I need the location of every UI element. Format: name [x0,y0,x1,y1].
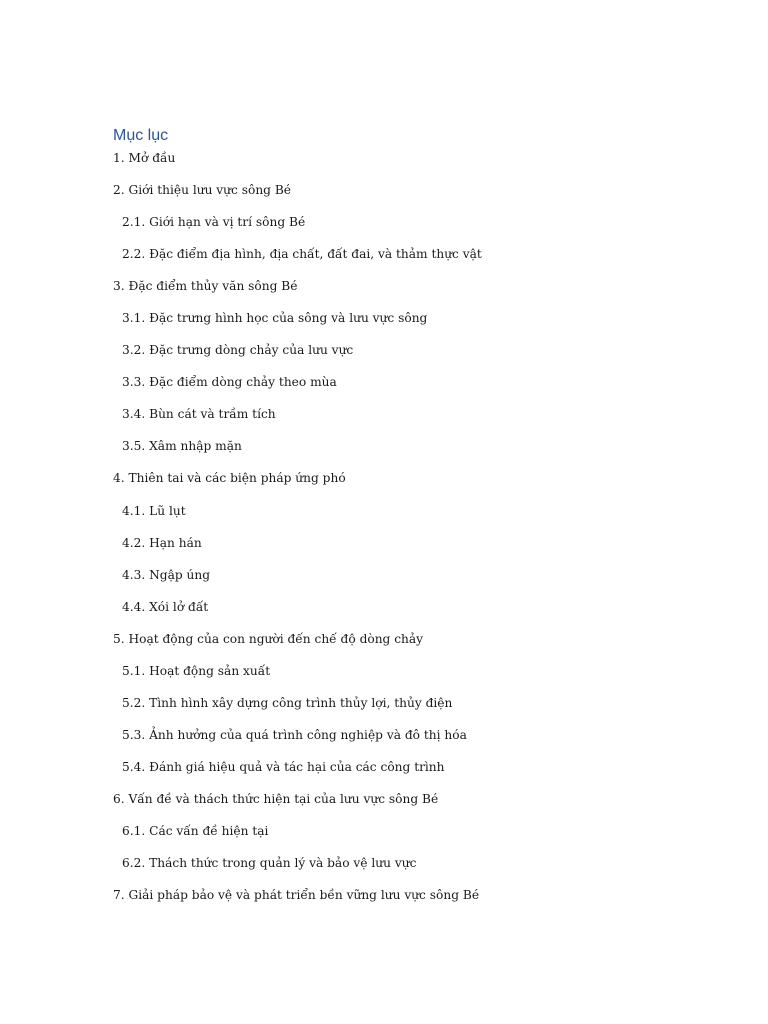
toc-item-5: 5. Hoạt động của con người đến chế độ dòng chảy [113,631,424,646]
toc-item-5-4: 5.4. Đánh giá hiệu quả và tác hại của các công trình [122,759,445,774]
toc-item-4-3: 4.3. Ngập úng [122,567,211,582]
toc-title: Mục lục [113,127,169,144]
toc-item-3: 3. Đặc điểm thủy văn sông Bé [113,279,298,294]
toc-item-6-1: 6.1. Các vấn đề hiện tại [122,823,269,838]
toc-item-5-2: 5.2. Tình hình xây dựng công trình thủy lợi, thủy điện [122,695,453,710]
toc-item-4-1: 4.1. Lũ lụt [122,503,186,518]
toc-item-6-2: 6.2. Thách thức trong quản lý và bảo vệ lưu vực [122,856,417,871]
toc-item-3-5: 3.5. Xâm nhập mặn [122,439,242,454]
toc-item-3-3: 3.3. Đặc điểm dòng chảy theo mùa [122,375,337,390]
toc-item-3-1: 3.1. Đặc trưng hình học của sông và lưu vực sông [122,311,428,326]
toc-item-4-4: 4.4. Xói lở đất [122,599,209,614]
toc-item-4-2: 4.2. Hạn hán [122,535,202,550]
toc-item-3-4: 3.4. Bùn cát và trầm tích [122,407,276,422]
toc-item-3-2: 3.2. Đặc trưng dòng chảy của lưu vực [122,343,354,358]
toc-item-6: 6. Vấn đề và thách thức hiện tại của lưu vực sông Bé [113,791,439,806]
toc-item-5-1: 5.1. Hoạt động sản xuất [122,663,271,678]
toc-item-7: 7. Giải pháp bảo vệ và phát triển bền vững lưu vực sông Bé [113,888,480,903]
toc-item-2-2: 2.2. Đặc điểm địa hình, địa chất, đất đai, và thảm thực vật [122,247,482,262]
toc-item-1: 1. Mở đầu [113,151,176,165]
toc-item-4: 4. Thiên tai và các biện pháp ứng phó [113,471,346,486]
toc-item-2-1: 2.1. Giới hạn và vị trí sông Bé [122,215,306,230]
toc-item-5-3: 5.3. Ảnh hưởng của quá trình công nghiệp và đô thị hóa [122,727,467,742]
toc-list [113,148,482,917]
toc-item-2: 2. Giới thiệu lưu vực sông Bé [113,183,292,198]
